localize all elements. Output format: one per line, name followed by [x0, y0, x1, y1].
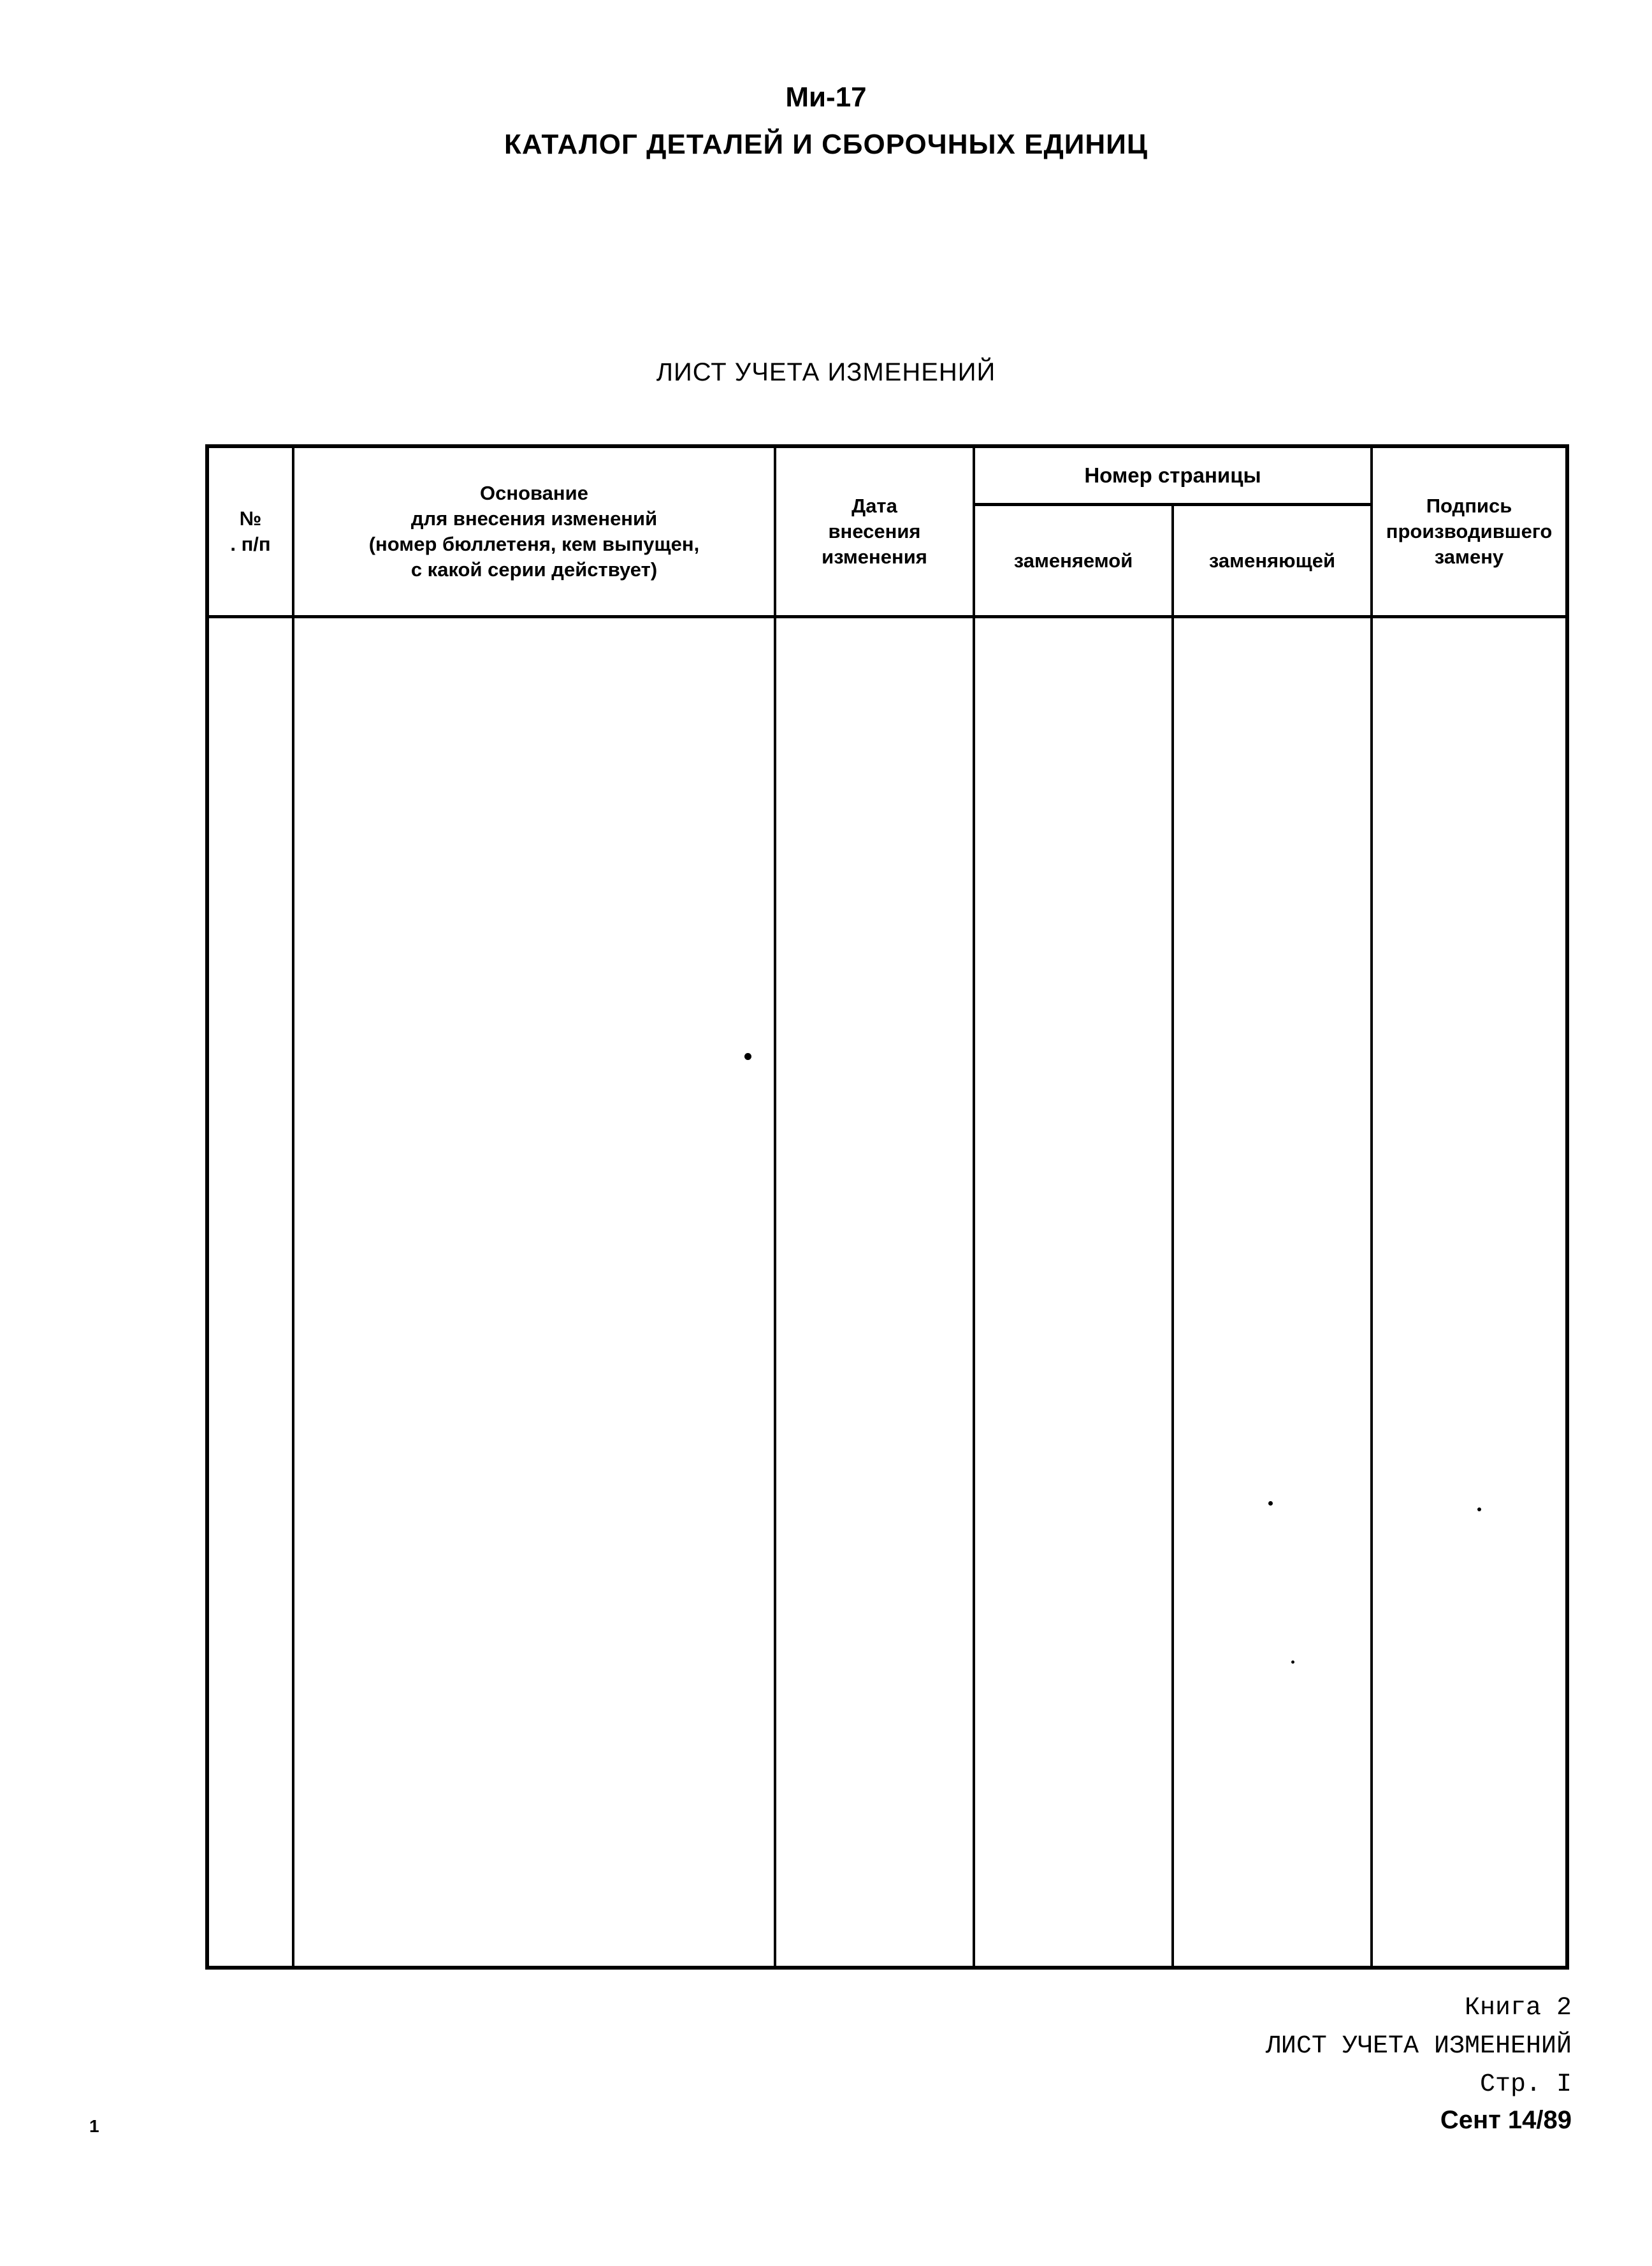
scan-speck: [1268, 1501, 1273, 1506]
header-number: № . п/п: [230, 507, 271, 555]
column-divider: [1171, 504, 1174, 1966]
sheet-title: ЛИСТ УЧЕТА ИЗМЕНЕНИЙ: [656, 358, 996, 386]
column-divider: [292, 448, 294, 1966]
footer-section: ЛИСТ УЧЕТА ИЗМЕНЕНИЙ: [1265, 2032, 1572, 2061]
column-divider: [973, 448, 975, 1966]
column-divider: [774, 448, 776, 1966]
header-basis: Основание для внесения изменений (номер бюллетеня, кем выпущен, с какой серии действует): [368, 482, 700, 581]
header-replacing: заменяющей: [1208, 549, 1336, 572]
footer-date: Сент 14/89: [1440, 2106, 1572, 2134]
header-page-number: Номер страницы: [1084, 463, 1261, 487]
footer-page: Стр. I: [1479, 2070, 1572, 2099]
scan-speck: [744, 1053, 751, 1060]
footer-book: Книга 2: [1464, 1994, 1572, 2023]
header-divider: [209, 615, 1565, 618]
catalog-title: КАТАЛОГ ДЕТАЛЕЙ И СБОРОЧНЫХ ЕДИНИЦ: [504, 129, 1148, 160]
margin-mark: 1: [89, 2116, 99, 2136]
scan-speck: [1291, 1660, 1294, 1664]
document-model: Ми-17: [785, 82, 867, 113]
change-log-table: [205, 444, 1569, 1970]
header-replaced: заменяемой: [1013, 549, 1133, 572]
header-date: Дата внесения изменения: [822, 495, 927, 568]
column-divider: [1370, 448, 1373, 1966]
header-signature: Подпись производившего замену: [1386, 495, 1553, 568]
scan-speck: [1477, 1507, 1481, 1511]
